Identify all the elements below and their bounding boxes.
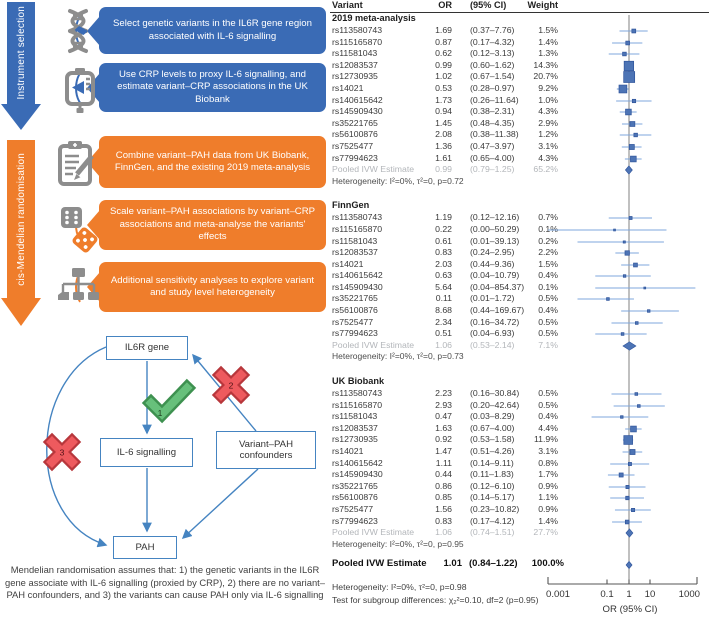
or-cell: 0.47 — [435, 411, 452, 422]
variant-cell: rs14021 — [332, 258, 364, 269]
or-cell: 1.47 — [435, 446, 452, 456]
forest-table-body — [330, 13, 709, 550]
ci-cell: (0.51–4.26) — [470, 446, 515, 456]
variant-cell: rs12083537 — [332, 422, 378, 433]
ci-cell: (0.14–9.11) — [470, 457, 514, 468]
flow-step-label: Additional sensitivity analyses to explore variant and study level heterogeneity — [110, 274, 315, 298]
overall-or: 1.01 — [443, 558, 462, 570]
axis-tick-label: 1 — [626, 589, 632, 600]
table-row — [330, 282, 709, 294]
table-header — [330, 0, 709, 13]
variant-cell: rs113580743 — [332, 212, 383, 223]
variant-cell: rs11581043 — [332, 48, 378, 59]
weight-cell: 3.1% — [538, 140, 558, 151]
or-cell: 0.99 — [435, 59, 452, 70]
variant-cell: rs56100876 — [332, 492, 378, 503]
or-cell: 2.03 — [435, 258, 452, 269]
flow-step-3 — [99, 136, 326, 188]
table-row — [330, 458, 709, 470]
cross-mark-3 — [52, 442, 72, 462]
or-cell: 0.99 — [435, 164, 452, 175]
clipboard-icon — [55, 139, 99, 192]
weight-cell: 0.5% — [538, 328, 558, 339]
ci-cell: (0.17–4.32) — [470, 36, 515, 47]
or-cell: 1.73 — [435, 94, 452, 105]
weight-cell: 4.4% — [538, 422, 558, 433]
blood-bag-icon — [60, 66, 100, 119]
variant-cell: rs56100876 — [332, 129, 378, 140]
ci-cell: (0.48–4.35) — [470, 117, 515, 128]
table-row — [330, 400, 709, 412]
group-label: 2019 meta-analysis — [332, 13, 416, 23]
ci-cell: (0.01–39.13) — [470, 235, 520, 246]
or-cell: 1.02 — [435, 71, 452, 82]
check-mark-1 — [151, 388, 187, 418]
weight-cell: 1.3% — [538, 48, 558, 59]
variant-cell: rs115165870 — [332, 399, 383, 410]
table-row — [330, 129, 709, 141]
ci-cell: (0.04–10.79) — [470, 270, 520, 281]
or-cell: 1.63 — [435, 422, 452, 433]
flow-step-label: Scale variant–PAH associations by variant–CRP associations and meta-analyse the variants' effects — [109, 206, 316, 243]
ci-cell: (0.12–3.13) — [470, 48, 515, 59]
weight-cell: 3.1% — [538, 446, 558, 456]
ci-cell: (0.03–8.29) — [470, 411, 515, 422]
or-cell: 0.87 — [435, 36, 452, 47]
axis-tick-label: 1000 — [678, 589, 700, 600]
table-row — [330, 118, 709, 130]
or-cell: 0.85 — [435, 492, 452, 503]
variant-cell: rs113580743 — [332, 25, 383, 35]
weight-cell: 1.2% — [538, 129, 558, 140]
weight-cell: 20.7% — [533, 71, 558, 82]
table-row — [330, 60, 709, 72]
table-row — [330, 434, 709, 446]
ci-cell: (0.53–1.58) — [470, 434, 515, 445]
flow-step-4 — [99, 200, 326, 250]
mark-label: 3 — [59, 447, 65, 458]
table-row — [330, 423, 709, 435]
table-row — [330, 212, 709, 224]
axis-tick-label: 0.1 — [600, 589, 614, 600]
variant-cell: rs12083537 — [332, 247, 378, 258]
weight-cell: 11.9% — [534, 434, 558, 445]
table-row — [330, 247, 709, 259]
or-cell: 1.36 — [435, 140, 452, 151]
ci-cell: (0.67–4.00) — [470, 422, 515, 433]
arrow-label: cis-Mendelian randomisation — [15, 152, 27, 286]
variant-cell: rs77994623 — [332, 515, 378, 526]
ci-cell: (0.14–5.17) — [470, 492, 515, 503]
ci-cell: (0.16–34.72) — [470, 316, 520, 327]
variant-cell: rs145909430 — [332, 281, 383, 292]
ci-cell: (0.38–2.31) — [470, 106, 515, 117]
or-cell: 0.83 — [435, 247, 452, 258]
weight-cell: 0.4% — [538, 270, 558, 281]
forest-group — [330, 376, 709, 550]
variant-cell: rs77994623 — [332, 328, 378, 339]
axis-tick-label: 0.001 — [546, 589, 571, 600]
table-row — [330, 469, 709, 481]
or-cell: 1.06 — [435, 339, 452, 350]
variant-cell: rs12730935 — [332, 71, 378, 82]
ci-cell: (0.37–7.76) — [470, 25, 515, 35]
ci-cell: (0.20–42.64) — [470, 399, 520, 410]
ci-cell: (0.24–2.95) — [470, 247, 515, 258]
pooled-row — [330, 527, 709, 539]
ci-cell: (0.04–854.37) — [470, 281, 525, 292]
axis-tick-label: 10 — [644, 589, 656, 600]
table-row — [330, 95, 709, 107]
overall-weight: 100.0% — [531, 558, 564, 570]
dag-node-il6-signalling: IL-6 signalling — [100, 438, 193, 467]
or-cell: 0.63 — [435, 270, 452, 281]
flow-step-label: Use CRP levels to proxy IL-6 signalling, and estimate variant–CRP associations in the UK Biobank — [117, 68, 308, 105]
mark-label: 1 — [157, 408, 163, 418]
table-row — [330, 305, 709, 317]
dag-node-il6r-gene — [106, 336, 188, 360]
forest-group — [330, 13, 709, 187]
overall-pooled-row — [330, 558, 709, 572]
weight-cell: 0.1% — [538, 281, 558, 292]
or-cell: 8.68 — [435, 305, 452, 316]
variant-cell: rs7525477 — [332, 140, 374, 151]
ci-cell: (0.60–1.62) — [470, 59, 515, 70]
cis-mr-arrow — [7, 140, 35, 298]
table-row — [330, 259, 709, 271]
edge-confounders-to-pah — [183, 469, 258, 538]
or-cell: 0.22 — [435, 223, 452, 234]
dag-node-confounders: Variant–PAH confounders — [216, 431, 316, 469]
table-row — [330, 328, 709, 340]
table-row — [330, 236, 709, 248]
pooled-row — [330, 164, 709, 176]
or-cell: 0.61 — [435, 235, 452, 246]
dag-node-pah: PAH — [113, 536, 177, 559]
variant-cell: rs35221765 — [332, 117, 378, 128]
weight-cell: 1.5% — [538, 258, 558, 269]
or-cell: 0.51 — [435, 328, 452, 339]
weight-cell: 65.2% — [533, 164, 558, 175]
weight-cell: 0.1% — [538, 223, 558, 234]
weight-cell: 27.7% — [533, 527, 558, 538]
ci-cell: (0.38–11.38) — [470, 129, 519, 140]
table-row — [330, 317, 709, 329]
or-cell: 1.69 — [435, 25, 452, 35]
variant-cell: rs11581043 — [332, 411, 378, 422]
weight-cell: 0.2% — [538, 235, 558, 246]
ci-cell: (0.01–1.72) — [470, 293, 515, 304]
or-cell: 0.83 — [435, 515, 452, 526]
table-row — [330, 48, 709, 60]
ci-cell: (0.47–3.97) — [470, 140, 515, 151]
ci-cell: (0.28–0.97) — [470, 82, 515, 93]
ci-cell: (0.12–12.16) — [470, 212, 520, 223]
weight-cell: 1.5% — [538, 25, 558, 35]
or-cell: 0.44 — [435, 469, 452, 480]
table-row — [330, 37, 709, 49]
overall-label: Pooled IVW Estimate — [332, 558, 427, 570]
table-row — [330, 141, 709, 153]
variant-cell: rs145909430 — [332, 469, 383, 480]
node-label: IL6R gene — [124, 342, 170, 354]
heterogeneity-text: Heterogeneity: I²=0%, τ²=0, p=0.95 — [332, 538, 464, 549]
variant-cell: rs12083537 — [332, 59, 378, 70]
col-ci: (95% CI) — [470, 0, 507, 10]
flow-step-1 — [99, 7, 326, 54]
ci-cell: (0.79–1.25) — [470, 164, 515, 175]
col-weight: Weight — [527, 0, 558, 10]
pooled-label: Pooled IVW Estimate — [332, 527, 415, 538]
table-row — [330, 293, 709, 305]
instrument-selection-arrow — [7, 2, 35, 104]
flow-step-5 — [99, 262, 326, 312]
variant-cell: rs11581043 — [332, 235, 378, 246]
overall-ci: (0.84–1.22) — [469, 558, 518, 570]
weight-cell: 7.1% — [538, 339, 558, 350]
table-row — [330, 25, 709, 37]
flow-step-2 — [99, 63, 326, 112]
variant-cell: rs140615642 — [332, 94, 383, 105]
table-row — [330, 481, 709, 493]
table-row — [330, 388, 709, 400]
or-cell: 1.19 — [435, 212, 452, 223]
or-cell: 1.11 — [435, 457, 452, 468]
weight-cell: 0.7% — [538, 212, 558, 223]
variant-cell: rs35221765 — [332, 293, 378, 304]
weight-cell: 0.5% — [538, 316, 558, 327]
footer-stats — [330, 581, 709, 606]
forest-group — [330, 200, 709, 363]
dna-icon — [58, 8, 98, 59]
or-cell: 0.92 — [435, 434, 452, 445]
table-row — [330, 83, 709, 95]
ci-cell: (0.67–1.54) — [470, 71, 515, 82]
table-row — [330, 446, 709, 458]
or-cell: 2.93 — [435, 399, 452, 410]
figure-caption: Mendelian randomisation assumes that: 1) the genetic variants in the IL6R gene associate with IL-6 signalling (proxied by CRP), 2) there are no variant–PAH confounders, and 3) the variants can cause PAH only via IL-6 signalling — [5, 564, 325, 600]
flow-step-label: Combine variant–PAH data from UK Biobank, FinnGen, and the existing 2019 meta-analysis — [114, 149, 311, 173]
weight-cell: 0.4% — [538, 305, 558, 316]
or-cell: 1.45 — [435, 117, 452, 128]
ci-cell: (0.16–30.84) — [470, 388, 520, 399]
x-axis-title: OR (95% CI) — [602, 604, 658, 615]
or-cell: 1.61 — [435, 152, 452, 163]
heterogeneity-text: Heterogeneity: I²=0%, τ²=0, p=0.73 — [332, 351, 464, 362]
ci-cell: (0.53–2.14) — [470, 339, 515, 350]
or-cell: 0.11 — [435, 293, 452, 304]
or-cell: 2.34 — [435, 316, 452, 327]
variant-cell: rs14021 — [332, 82, 364, 93]
ci-cell: (0.12–6.10) — [470, 480, 515, 491]
table-row — [330, 224, 709, 236]
group-label: UK Biobank — [332, 376, 385, 387]
variant-cell: rs14021 — [332, 446, 364, 456]
weight-cell: 4.3% — [538, 106, 558, 117]
table-row — [330, 71, 709, 83]
variant-cell: rs140615642 — [332, 270, 383, 281]
variant-cell: rs115165870 — [332, 223, 383, 234]
arrow-label: Instrument selection — [15, 6, 27, 100]
weight-cell: 2.9% — [538, 117, 558, 128]
table-row — [330, 270, 709, 282]
ci-cell: (0.23–10.82) — [470, 503, 520, 514]
variant-cell: rs145909430 — [332, 106, 383, 117]
table-row — [330, 106, 709, 118]
or-cell: 2.08 — [435, 129, 452, 140]
variant-cell: rs56100876 — [332, 305, 378, 316]
or-cell: 0.62 — [435, 48, 452, 59]
flow-step-label: Select genetic variants in the IL6R gene region associated with IL-6 signalling — [113, 18, 312, 42]
table-row — [330, 504, 709, 516]
flowchart-panel — [0, 0, 330, 625]
or-cell: 1.06 — [435, 527, 452, 538]
col-variant: Variant — [332, 0, 363, 10]
dice-icon — [55, 204, 101, 259]
ci-cell: (0.44–169.67) — [470, 305, 525, 316]
weight-cell: 0.9% — [538, 480, 558, 491]
weight-cell: 1.0% — [538, 94, 558, 105]
variant-cell: rs115165870 — [332, 36, 383, 47]
weight-cell: 1.4% — [538, 36, 558, 47]
ci-cell: (0.26–11.64) — [470, 94, 519, 105]
pooled-label: Pooled IVW Estimate — [332, 164, 415, 175]
or-cell: 0.86 — [435, 480, 452, 491]
table-row — [330, 411, 709, 423]
table-row — [330, 492, 709, 504]
ci-cell: (0.00–50.29) — [470, 223, 520, 234]
ci-cell: (0.11–1.83) — [470, 469, 514, 480]
weight-cell: 0.5% — [538, 399, 558, 410]
weight-cell: 1.7% — [538, 469, 558, 480]
weight-cell: 0.5% — [538, 388, 558, 399]
table-row — [330, 153, 709, 165]
cross-mark-2 — [221, 375, 241, 395]
variant-cell: rs7525477 — [332, 503, 374, 514]
or-cell: 0.53 — [435, 82, 452, 93]
variant-cell: rs7525477 — [332, 316, 374, 327]
or-cell: 2.23 — [435, 388, 452, 399]
pooled-label: Pooled IVW Estimate — [332, 339, 415, 350]
ci-cell: (0.74–1.51) — [470, 527, 515, 538]
heterogeneity-text: Heterogeneity: I²=0%, τ²=0, p=0.72 — [332, 175, 464, 186]
weight-cell: 0.5% — [538, 293, 558, 304]
or-cell: 1.56 — [435, 503, 452, 514]
table-row — [330, 516, 709, 528]
weight-cell: 4.3% — [538, 152, 558, 163]
variant-cell: rs113580743 — [332, 388, 383, 399]
weight-cell: 0.8% — [538, 457, 558, 468]
ci-cell: (0.17–4.12) — [470, 515, 515, 526]
forest-panel — [330, 0, 709, 625]
weight-cell: 14.3% — [533, 59, 558, 70]
subgroup-test: Test for subgroup differences: χ₂²=0.10, df=2 (p=0.95) — [332, 594, 539, 605]
variant-cell: rs77994623 — [332, 152, 378, 163]
weight-cell: 0.9% — [538, 503, 558, 514]
variant-cell: rs140615642 — [332, 457, 383, 468]
variant-cell: rs12730935 — [332, 434, 378, 445]
weight-cell: 1.1% — [538, 492, 558, 503]
group-label: FinnGen — [332, 200, 370, 211]
or-cell: 5.64 — [435, 281, 452, 292]
weight-cell: 1.4% — [538, 515, 558, 526]
mark-label: 2 — [228, 380, 234, 391]
or-cell: 0.94 — [435, 106, 452, 117]
ci-cell: (0.65–4.00) — [470, 152, 515, 163]
hierarchy-icon — [55, 266, 101, 313]
heterogeneity-overall: Heterogeneity: I²=0%, τ²=0, p=0.98 — [332, 582, 467, 593]
ci-cell: (0.44–9.36) — [470, 258, 515, 269]
weight-cell: 0.4% — [538, 411, 558, 422]
variant-cell: rs35221765 — [332, 480, 378, 491]
weight-cell: 2.2% — [538, 247, 558, 258]
ci-cell: (0.04–6.93) — [470, 328, 515, 339]
weight-cell: 9.2% — [538, 82, 558, 93]
col-or: OR — [438, 0, 452, 10]
pooled-row — [330, 340, 709, 352]
